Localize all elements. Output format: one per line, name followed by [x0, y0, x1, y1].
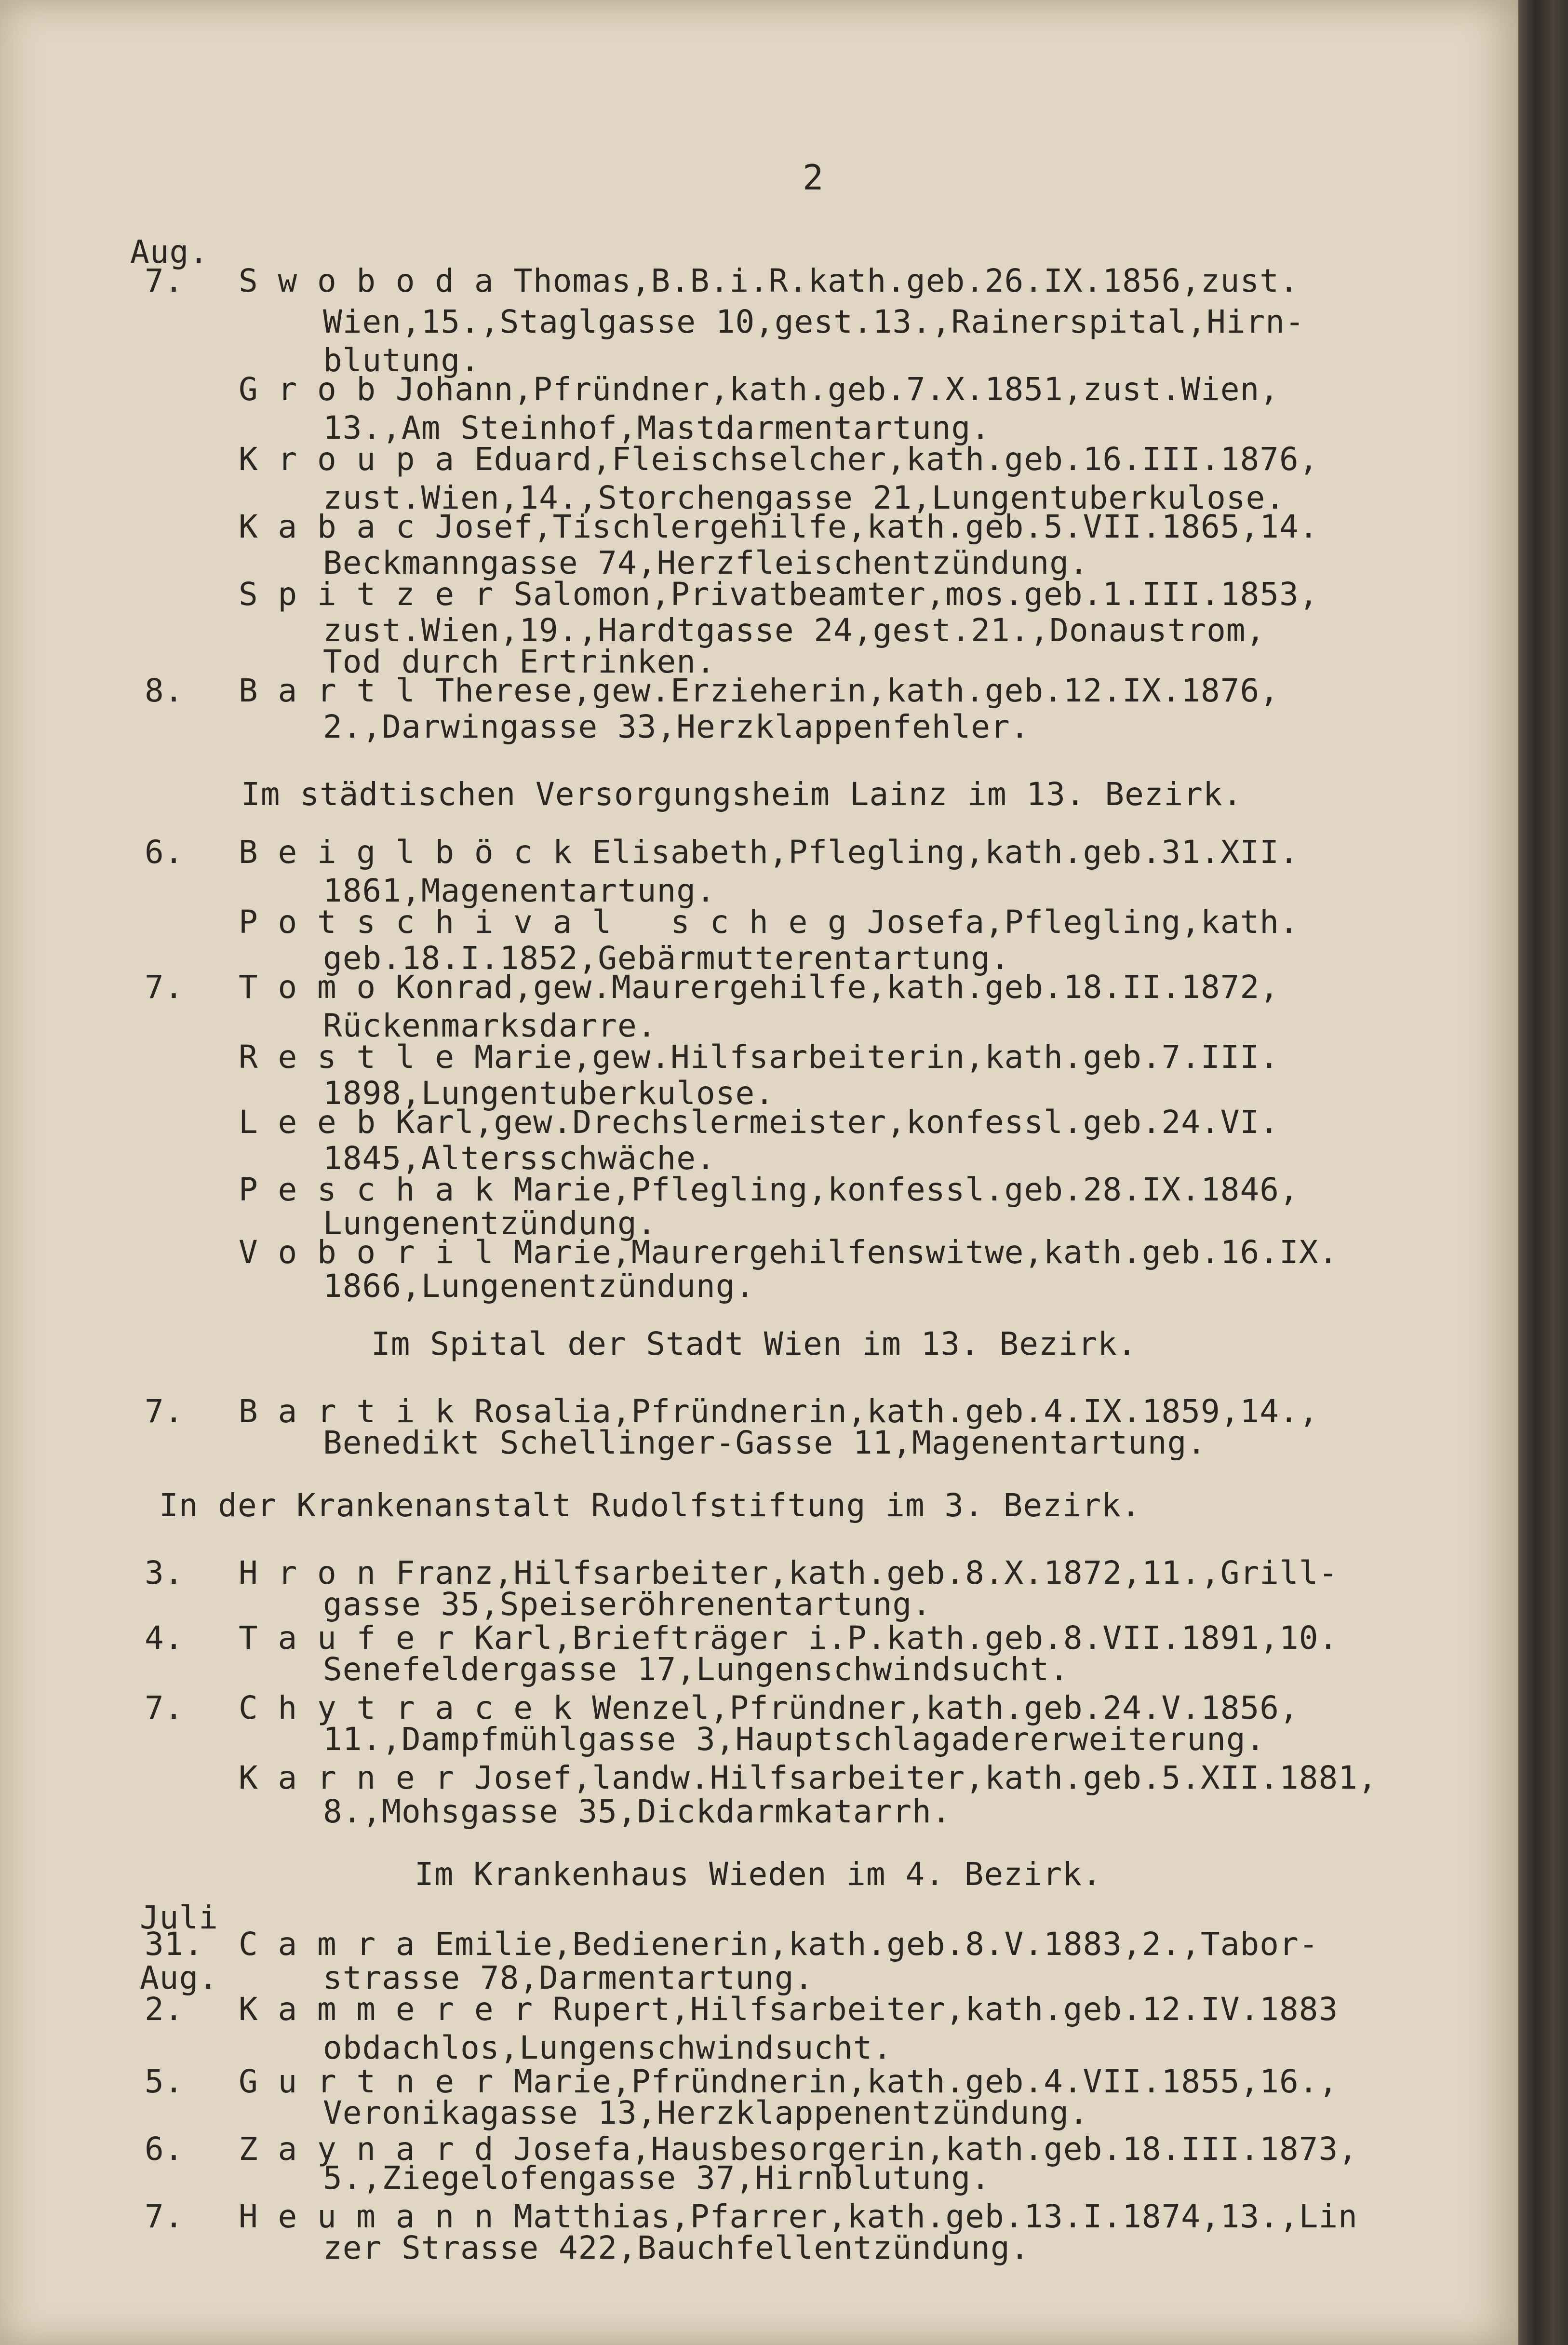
entry-date: Juli — [140, 1899, 218, 1936]
entry-continuation: Rückenmarksdarre. — [323, 1007, 657, 1044]
entry-continuation: 13.,Am Steinhof,Mastdarmentartung. — [323, 409, 991, 446]
entry-continuation: Lungenentzündung. — [323, 1205, 657, 1242]
entry-continuation: gasse 35,Speiseröhrenentartung. — [323, 1586, 932, 1623]
entry-continuation: P o t s c h i v a l s c h e g Josefa,Pflegling,kath. — [239, 903, 1299, 941]
entry-continuation: 1861,Magenentartung. — [323, 872, 716, 909]
entry-line: G u r t n e r Marie,Pfründnerin,kath.geb.4.VII.1855,16., — [239, 2063, 1339, 2100]
entry-line: B a r t l Therese,gew.Erzieherin,kath.geb.12.IX.1876, — [239, 672, 1279, 709]
entry-line: B e i g l b ö c k Elisabeth,Pflegling,kath.geb.31.XII. — [239, 834, 1299, 871]
entry-line: K a m m e r e r Rupert,Hilfsarbeiter,kath.geb.12.IV.1883 — [239, 1991, 1339, 2028]
entry-continuation: zust.Wien,19.,Hardtgasse 24,gest.21.,Donaustrom, — [323, 612, 1266, 649]
entry-date: 7. — [145, 1393, 184, 1430]
entry-line: T o m o Konrad,gew.Maurergehilfe,kath.geb.18.II.1872, — [239, 969, 1279, 1006]
entry-continuation: Senefeldergasse 17,Lungenschwindsucht. — [323, 1651, 1069, 1688]
entry-continuation: Veronikagasse 13,Herzklappenentzündung. — [323, 2094, 1089, 2131]
entry-continuation: Benedikt Schellinger-Gasse 11,Magenentartung. — [323, 1424, 1207, 1461]
entry-line: S w o b o d a Thomas,B.B.i.R.kath.geb.26.IX.1856,zust. — [239, 262, 1299, 299]
section-heading: Im städtischen Versorgungsheim Lainz im 13. Bezirk. — [241, 776, 1243, 813]
entry-date: 5. — [145, 2063, 184, 2100]
page-edge — [1518, 0, 1568, 2345]
entry-continuation: K a b a c Josef,Tischlergehilfe,kath.geb.5.VII.1865,14. — [239, 508, 1319, 545]
entry-continuation: 11.,Dampfmühlgasse 3,Hauptschlagadererweiterung. — [323, 1721, 1266, 1758]
entry-continuation: V o b o r i l Marie,Maurergehilfenswitwe,kath.geb.16.IX. — [239, 1234, 1339, 1271]
entry-date: 7. — [145, 969, 184, 1006]
entry-date: 7. — [145, 262, 184, 299]
entry-continuation: K r o u p a Eduard,Fleischselcher,kath.geb.16.III.1876, — [239, 441, 1319, 478]
entry-continuation: blutung. — [323, 342, 480, 379]
entry-continuation: 1898,Lungentuberkulose. — [323, 1075, 775, 1112]
entry-line: B a r t i k Rosalia,Pfründnerin,kath.geb.4.IX.1859,14., — [239, 1393, 1319, 1430]
entry-date: Aug. — [140, 1959, 218, 1996]
entry-continuation: 1866,Lungenentzündung. — [323, 1267, 755, 1305]
entry-date: 6. — [145, 2130, 184, 2168]
entry-continuation: 5.,Ziegelofengasse 37,Hirnblutung. — [323, 2159, 991, 2197]
entry-line: C h y t r a c e k Wenzel,Pfründner,kath.geb.24.V.1856, — [239, 1689, 1299, 1726]
entry-continuation: zer Strasse 422,Bauchfellentzündung. — [323, 2229, 1030, 2266]
section-heading: Im Spital der Stadt Wien im 13. Bezirk. — [371, 1325, 1137, 1362]
entry-continuation: 8.,Mohsgasse 35,Dickdarmkatarrh. — [323, 1793, 952, 1830]
entry-continuation: Tod durch Ertrinken. — [323, 643, 716, 680]
entry-date: 6. — [145, 834, 184, 871]
entry-date: 7. — [145, 1689, 184, 1726]
entry-line: T a u f e r Karl,Briefträger i.P.kath.geb.8.VII.1891,10. — [239, 1619, 1339, 1657]
entry-line: strasse 78,Darmentartung. — [323, 1959, 814, 1996]
entry-continuation: 1845,Altersschwäche. — [323, 1140, 716, 1177]
entry-continuation: G r o b Johann,Pfründner,kath.geb.7.X.1851,zust.Wien, — [239, 371, 1279, 408]
entry-continuation: Beckmanngasse 74,Herzfleischentzündung. — [323, 544, 1089, 581]
entry-continuation: geb.18.I.1852,Gebärmutterentartung. — [323, 940, 1010, 977]
entry-continuation: R e s t l e Marie,gew.Hilfsarbeiterin,kath.geb.7.III. — [239, 1038, 1279, 1076]
entry-continuation: L e e b Karl,gew.Drechslermeister,konfessl.geb.24.VI. — [239, 1104, 1279, 1141]
entry-line: C a m r a Emilie,Bedienerin,kath.geb.8.V.1883,2.,Tabor- — [239, 1926, 1319, 1963]
entry-continuation: K a r n e r Josef,landw.Hilfsarbeiter,kath.geb.5.XII.1881, — [239, 1759, 1378, 1796]
entry-date: 3. — [145, 1554, 184, 1591]
entry-date: 7. — [145, 2198, 184, 2235]
entry-date: 8. — [145, 672, 184, 709]
entry-continuation: S p i t z e r Salomon,Privatbeamter,mos.geb.1.III.1853, — [239, 576, 1319, 613]
entry-line: H e u m a n n Matthias,Pfarrer,kath.geb.13.I.1874,13.,Lin — [239, 2198, 1358, 2235]
entry-date: 31. — [145, 1926, 204, 1963]
entry-continuation: zust.Wien,14.,Storchengasse 21,Lungentuberkulose. — [323, 479, 1286, 516]
entry-date: 2. — [145, 1991, 184, 2028]
header-month: Aug. — [130, 233, 209, 270]
entry-date: 4. — [145, 1619, 184, 1657]
section-heading: In der Krankenanstalt Rudolfstiftung im 3. Bezirk. — [159, 1487, 1141, 1524]
entry-continuation: P e s c h a k Marie,Pflegling,konfessl.geb.28.IX.1846, — [239, 1171, 1299, 1208]
entry-continuation: Wien,15.,Staglgasse 10,gest.13.,Rainerspital,Hirn- — [323, 303, 1305, 340]
entry-continuation: 2.,Darwingasse 33,Herzklappenfehler. — [323, 708, 1030, 745]
entry-line: Z a y n a r d Josefa,Hausbesorgerin,kath.geb.18.III.1873, — [239, 2130, 1358, 2168]
entry-line: H r o n Franz,Hilfsarbeiter,kath.geb.8.X.1872,11.,Grill- — [239, 1554, 1339, 1591]
entry-continuation: obdachlos,Lungenschwindsucht. — [323, 2029, 893, 2066]
page-number: 2 — [803, 157, 824, 198]
section-heading: Im Krankenhaus Wieden im 4. Bezirk. — [415, 1856, 1102, 1893]
